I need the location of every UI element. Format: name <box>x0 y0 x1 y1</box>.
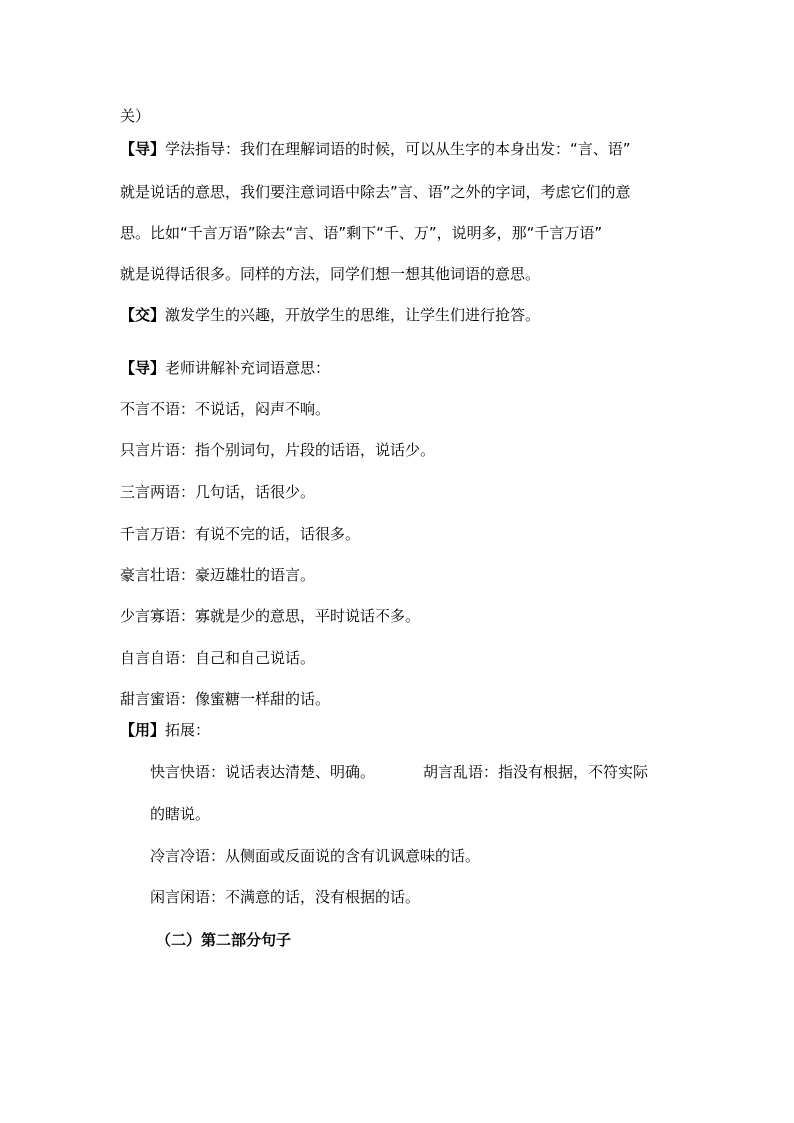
extension-line-1 <box>150 762 648 782</box>
guide-paragraph-line-4: 就是说得话很多。同样的方法，同学们想一想其他词语的意思。 <box>120 265 541 283</box>
guide-tag: 【导】 <box>120 140 166 158</box>
teacher-guide-tag: 【导】 <box>120 359 166 377</box>
definition-item: 自言自语：自己和自己说话。 <box>120 649 316 667</box>
extension-paragraph <box>120 720 210 740</box>
exchange-text: 激发学生的兴趣，开放学生的思维，让学生们进行抢答。 <box>165 306 541 324</box>
teacher-guide-text: 老师讲解补充词语意思： <box>165 359 331 377</box>
definition-item: 甜言蜜语：像蜜糖一样甜的话。 <box>120 690 331 708</box>
guide-paragraph-line-2: 就是说话的意思，我们要注意词语中除去”言、语”之外的字词，考虑它们的意 <box>120 183 631 201</box>
definition-item: 少言寡语：寡就是少的意思，平时说话不多。 <box>120 607 421 625</box>
extension-label: 拓展： <box>165 721 211 739</box>
definition-item: 只言片语：指个别词句，片段的话语，说话少。 <box>120 441 436 459</box>
exchange-paragraph <box>120 305 540 325</box>
guide-paragraph-line-3: 思。比如“千言万语”除去“言、语”剩下“千、万”，说明多，那“千言万语” <box>120 224 603 242</box>
definition-item: 不言不语：不说话，闷声不响。 <box>120 400 331 418</box>
guide-text-1: 学法指导：我们在理解词语的时候，可以从生字的本身出发：“言、语” <box>165 140 631 158</box>
extension-item: 胡言乱语：指没有根据，不符实际 <box>423 763 649 781</box>
extension-line-2: 的瞎说。 <box>150 805 211 823</box>
extension-line-4: 闲言闲语：不满意的话，没有根据的话。 <box>150 888 421 906</box>
continuation-text: 关） <box>120 107 151 125</box>
definition-item: 千言万语：有说不完的话，话很多。 <box>120 525 361 543</box>
extension-item: 快言快语：说话表达清楚、明确。 <box>150 763 376 781</box>
teacher-guide-paragraph <box>120 358 330 378</box>
guide-paragraph-line-1 <box>120 139 631 159</box>
definition-item: 三言两语：几句话，话很少。 <box>120 483 316 501</box>
section-heading: （二）第二部分句子 <box>156 931 292 949</box>
extension-line-3: 冷言冷语：从侧面或反面说的含有讥讽意味的话。 <box>150 847 481 865</box>
exchange-tag: 【交】 <box>120 306 166 324</box>
extension-tag: 【用】 <box>120 721 166 739</box>
definition-item: 豪言壮语：豪迈雄壮的语言。 <box>120 566 316 584</box>
